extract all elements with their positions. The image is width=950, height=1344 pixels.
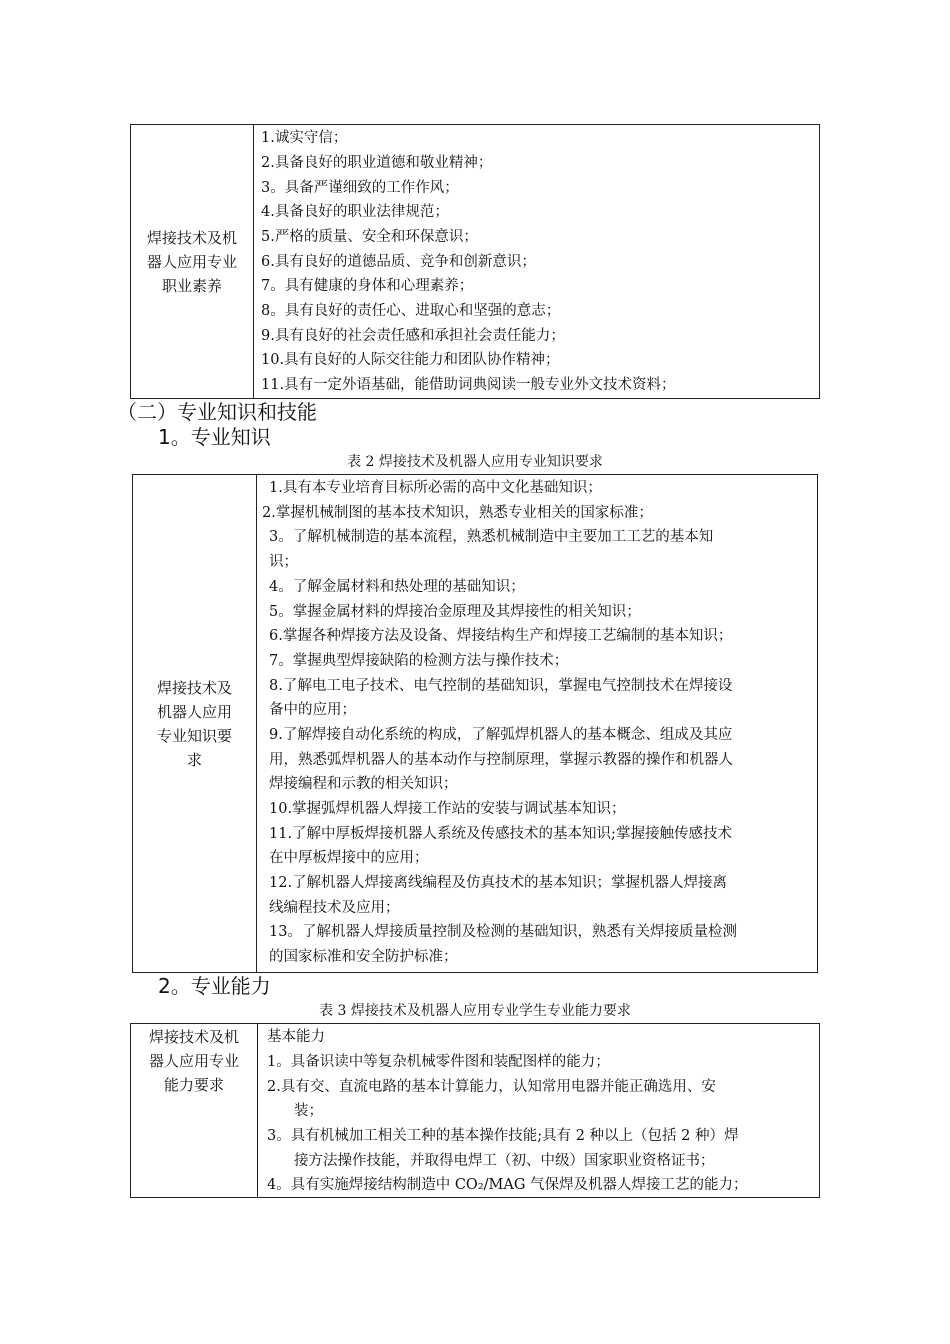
section-heading: （二）专业知识和技能 bbox=[117, 400, 317, 424]
label-line: 器人应用专业 bbox=[146, 252, 237, 271]
ability-header: 基本能力 bbox=[267, 1029, 325, 1045]
ability-label-cell bbox=[131, 1024, 258, 1197]
knowledge-line: 5。掌握金属材料的焊接冶金原理及其焊接性的相关知识； bbox=[269, 604, 641, 620]
quality-item: 5.严格的质量、安全和环保意识； bbox=[261, 229, 478, 245]
quality-item: 9.具有良好的社会责任感和承担社会责任能力； bbox=[261, 328, 565, 344]
table-caption: 表 2 焊接技术及机器人应用专业知识要求 bbox=[347, 454, 603, 470]
label-line: 专业知识要 bbox=[156, 726, 232, 745]
knowledge-line: 8.了解电工电子技术、电气控制的基础知识，掌握电气控制技术在焊接设 bbox=[269, 678, 733, 694]
knowledge-line: 焊接编程和示教的相关知识； bbox=[269, 776, 458, 792]
ability-line: 3。具有机械加工相关工种的基本操作技能;具有 2 种以上（包括 2 种）焊 bbox=[267, 1128, 739, 1144]
table-caption: 表 3 焊接技术及机器人应用专业学生专业能力要求 bbox=[319, 1003, 631, 1019]
knowledge-line: 7。掌握典型焊接缺陷的检测方法与操作技术； bbox=[269, 653, 569, 669]
ability-label bbox=[149, 1024, 239, 1097]
ability-line: 4。具有实施焊接结构制造中 CO₂/MAG 气保焊及机器人焊接工艺的能力； bbox=[267, 1177, 748, 1193]
quality-item: 1.诚实守信； bbox=[261, 130, 348, 146]
ability-items bbox=[258, 1024, 819, 1197]
quality-item: 8。具有良好的责任心、进取心和坚强的意志； bbox=[261, 303, 561, 319]
knowledge-line: 4。了解金属材料和热处理的基础知识； bbox=[269, 579, 525, 595]
quality-item: 4.具备良好的职业法律规范； bbox=[261, 204, 449, 220]
quality-item: 10.具有良好的人际交往能力和团队协作精神； bbox=[261, 352, 560, 368]
knowledge-line: 12.了解机器人焊接离线编程及仿真技术的基本知识；掌握机器人焊接离 bbox=[269, 875, 728, 891]
subsection-heading: 2。专业能力 bbox=[158, 974, 271, 998]
ability-line: 1。具备识读中等复杂机械零件图和装配图样的能力； bbox=[267, 1054, 610, 1070]
quality-item: 11.具有一定外语基础，能借助词典阅读一般专业外文技术资料； bbox=[261, 377, 676, 393]
knowledge-line: 识； bbox=[269, 554, 298, 570]
ability-requirements-table bbox=[130, 1023, 820, 1198]
quality-item: 2.具备良好的职业道德和敬业精神； bbox=[261, 155, 493, 171]
knowledge-line: 6.掌握各种焊接方法及设备、焊接结构生产和焊接工艺编制的基本知识； bbox=[269, 628, 733, 644]
label-line: 焊接技术及 bbox=[156, 678, 232, 697]
ability-line: 2.具有交、直流电路的基本计算能力，认知常用电器并能正确选用、安 bbox=[267, 1079, 716, 1095]
knowledge-line: 3。了解机械制造的基本流程，熟悉机械制造中主要加工工艺的基本知 bbox=[269, 529, 714, 545]
knowledge-line: 2.掌握机械制图的基本技术知识，熟悉专业相关的国家标准； bbox=[262, 505, 653, 521]
label-line: 职业素养 bbox=[161, 276, 222, 295]
knowledge-line: 的国家标准和安全防护标准； bbox=[269, 949, 458, 965]
knowledge-label-cell bbox=[133, 475, 257, 972]
label-line: 器人应用专业 bbox=[148, 1052, 239, 1070]
knowledge-line: 线编程技术及应用； bbox=[269, 900, 400, 916]
quality-item: 6.具有良好的道德品质、竞争和创新意识； bbox=[261, 254, 536, 270]
knowledge-line: 11.了解中厚板焊接机器人系统及传感技术的基本知识;掌握接触传感技术 bbox=[269, 826, 732, 842]
label-line: 焊接技术及机 bbox=[146, 228, 237, 247]
knowledge-items bbox=[257, 475, 817, 972]
professional-quality-table bbox=[130, 124, 820, 399]
knowledge-line: 备中的应用； bbox=[269, 702, 356, 718]
label-line: 求 bbox=[186, 750, 202, 769]
knowledge-label bbox=[157, 676, 232, 772]
ability-line: 接方法操作技能，并取得电焊工（初、中级）国家职业资格证书； bbox=[294, 1153, 715, 1169]
professional-quality-label-cell bbox=[131, 125, 254, 398]
knowledge-line: 用，熟悉弧焊机器人的基本动作与控制原理，掌握示教器的操作和机器人 bbox=[269, 752, 733, 768]
label-line: 机器人应用 bbox=[156, 702, 232, 721]
knowledge-line: 9.了解焊接自动化系统的构成，了解弧焊机器人的基本概念、组成及其应 bbox=[269, 727, 733, 743]
knowledge-requirements-table bbox=[132, 474, 818, 973]
ability-line: 装； bbox=[294, 1103, 323, 1119]
knowledge-line: 在中厚板焊接中的应用； bbox=[269, 850, 429, 866]
label-line: 焊接技术及机 bbox=[148, 1028, 239, 1046]
knowledge-line: 10.掌握弧焊机器人焊接工作站的安装与调试基本知识； bbox=[269, 801, 626, 817]
quality-item: 7。具有健康的身体和心理素养； bbox=[261, 278, 474, 294]
professional-quality-items bbox=[254, 125, 819, 398]
subsection-heading: 1。专业知识 bbox=[158, 425, 271, 449]
label-line: 能力要求 bbox=[163, 1076, 224, 1094]
professional-quality-label bbox=[147, 226, 237, 298]
knowledge-line: 1.具有本专业培育目标所必需的高中文化基础知识； bbox=[269, 480, 602, 496]
quality-item: 3。具备严谨细致的工作作风； bbox=[261, 180, 459, 196]
knowledge-line: 13。了解机器人焊接质量控制及检测的基础知识，熟悉有关焊接质量检测 bbox=[269, 924, 737, 940]
